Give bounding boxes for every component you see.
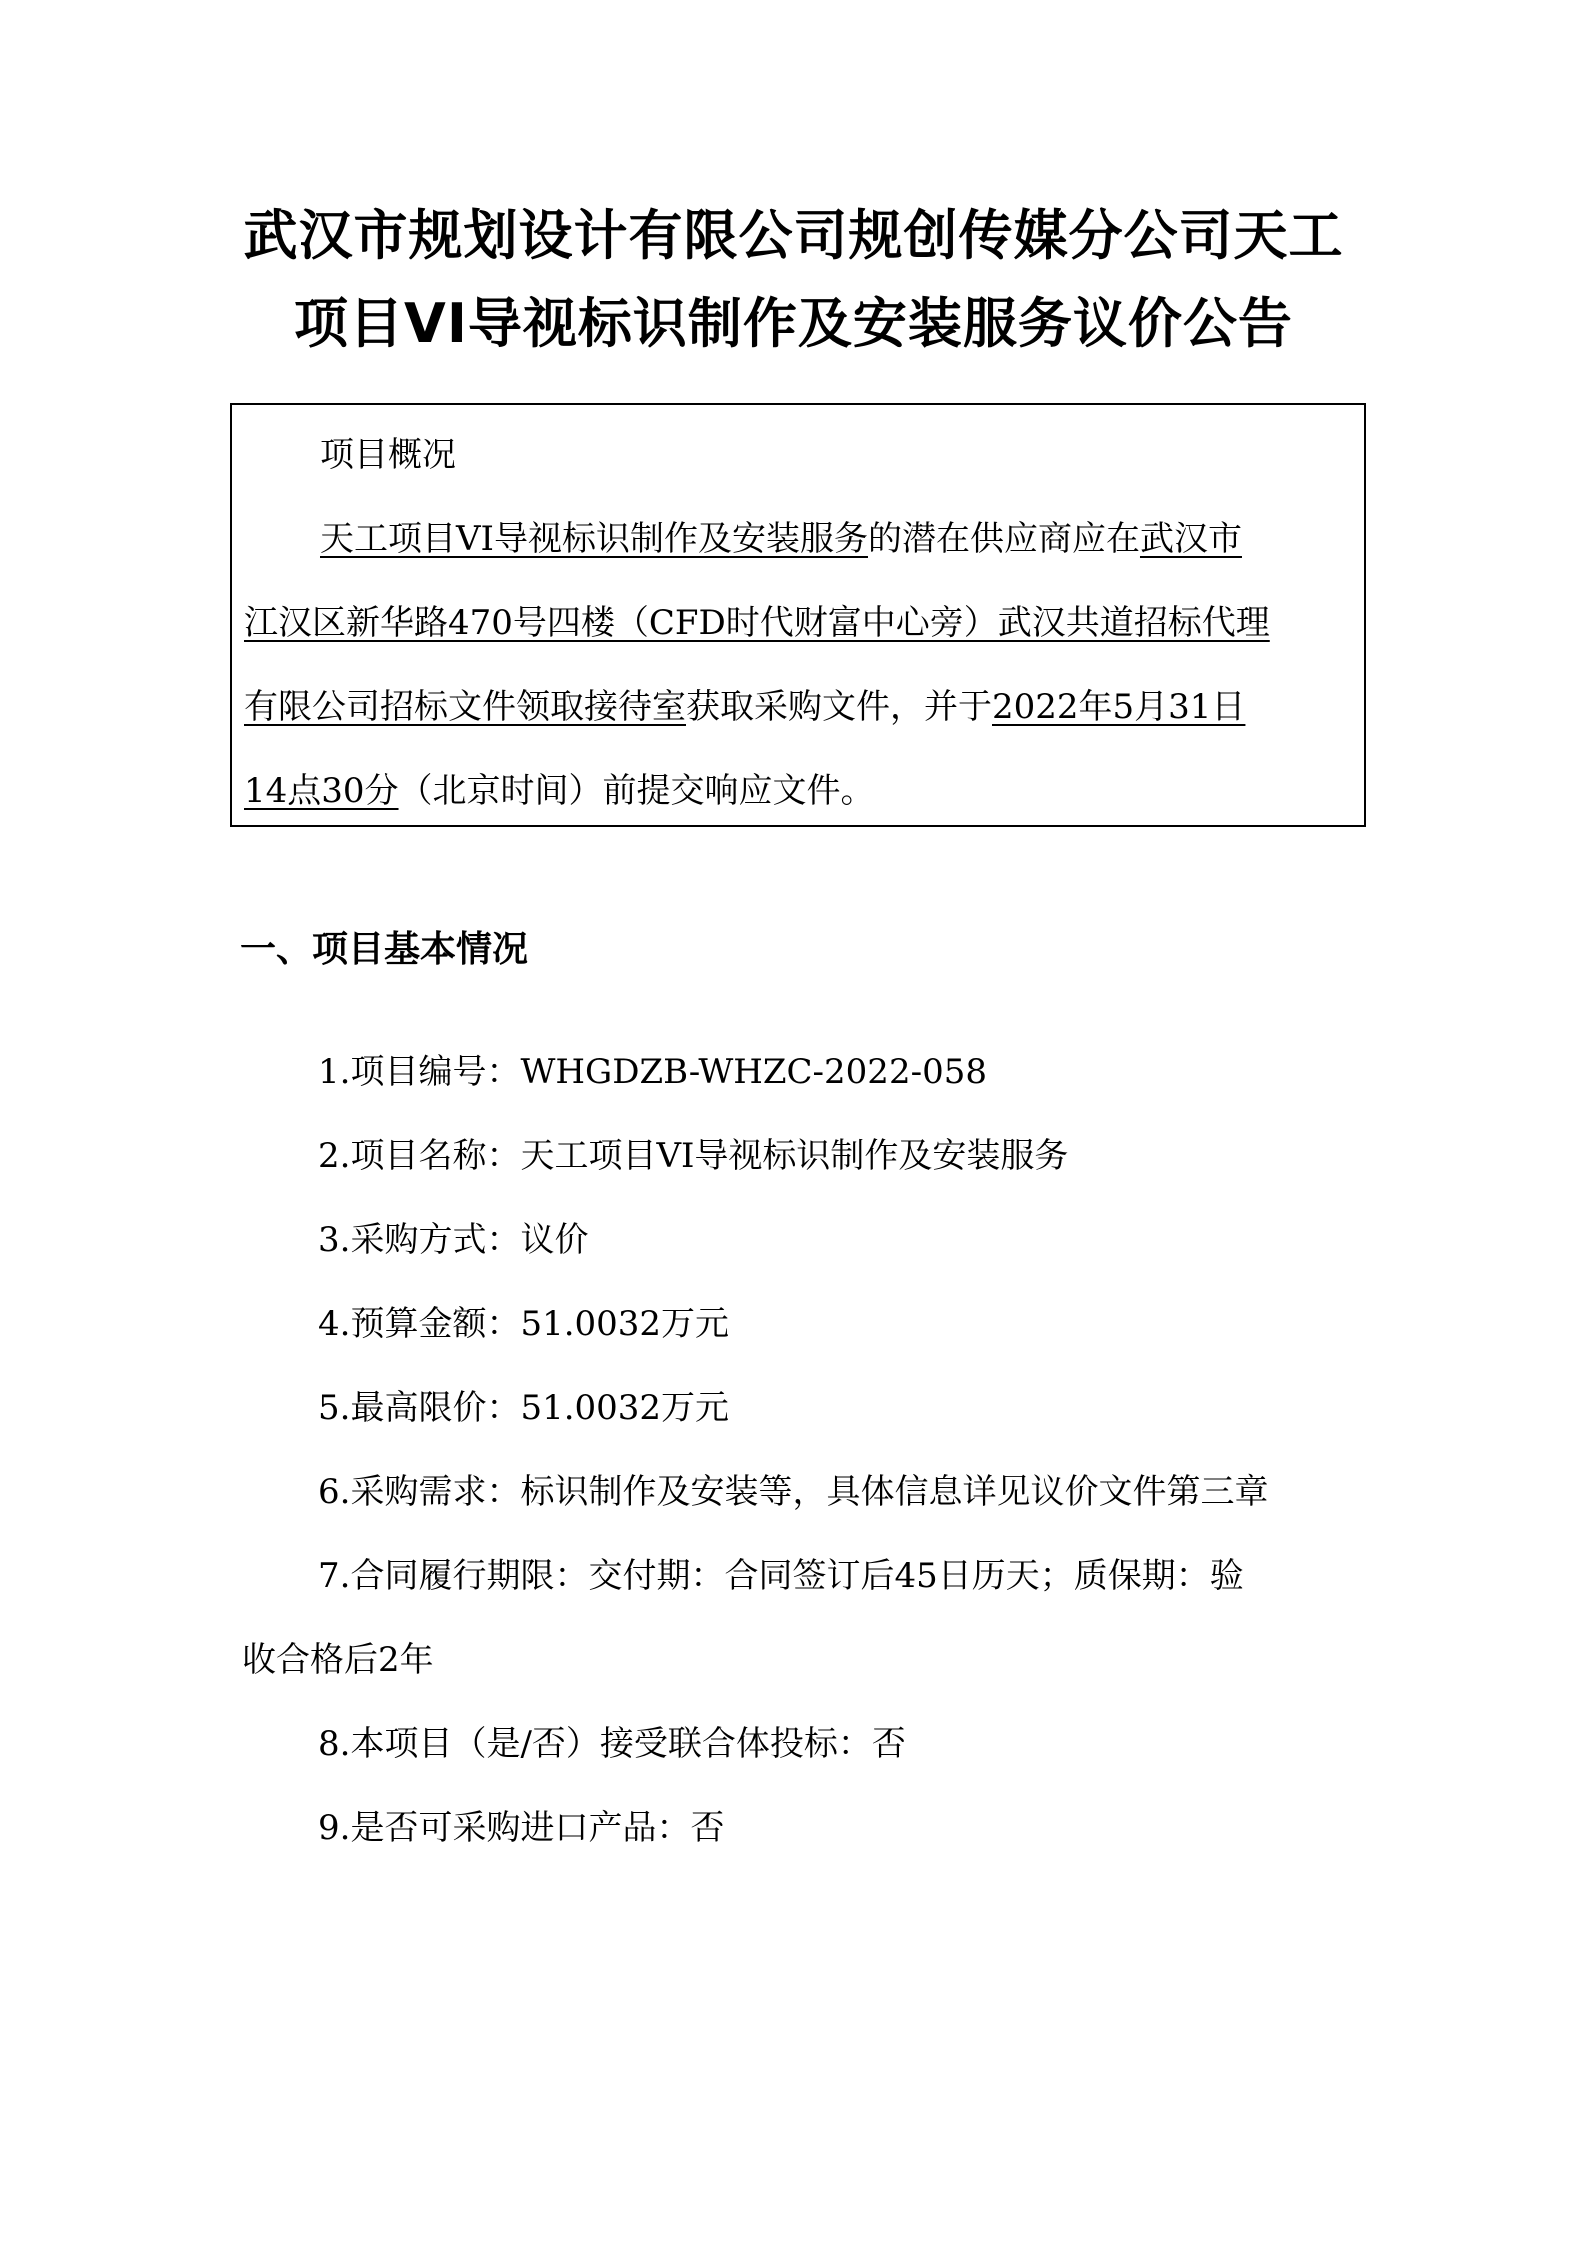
list-item: 7.合同履行期限：交付期：合同签订后45日历天；质保期：验 [318,1556,1244,1596]
list-item: 6.采购需求：标识制作及安装等，具体信息详见议价文件第三章 [318,1472,1269,1512]
location-underlined: 江汉区新华路470号四楼（CFD时代财富中心旁）武汉共道招标代理 [244,603,1270,643]
list-item: 3.采购方式：议价 [318,1220,589,1260]
page-title-line-1: 武汉市规划设计有限公司规创传媒分公司天工 [243,204,1344,267]
location-underlined: 武汉市 [1139,519,1242,559]
deadline-date-underlined: 2022年5月31日 [992,687,1246,727]
list-item: 8.本项目（是/否）接受联合体投标：否 [318,1724,906,1764]
overview-line-3 [244,665,1352,749]
page-title-line-2: 项目VI导视标识制作及安装服务议价公告 [294,292,1293,355]
overview-text: （北京时间）前提交响应文件。 [398,771,875,811]
overview-line-1 [244,497,1352,581]
list-item: 5.最高限价：51.0032万元 [318,1388,730,1428]
list-item: 4.预算金额：51.0032万元 [318,1304,730,1344]
location-underlined: 有限公司招标文件领取接待室 [244,687,686,727]
project-name-underlined: 天工项目VI导视标识制作及安装服务 [320,519,868,559]
list-item: 9.是否可采购进口产品：否 [318,1808,725,1848]
project-overview-box [230,403,1366,827]
list-item: 1.项目编号：WHGDZB-WHZC-2022-058 [318,1052,987,1092]
list-item-continued: 收合格后2年 [242,1640,434,1680]
overview-text: 获取采购文件，并于 [686,687,992,727]
overview-line-2 [244,581,1352,665]
overview-line-4 [244,749,1352,833]
list-item: 2.项目名称：天工项目VI导视标识制作及安装服务 [318,1136,1069,1176]
section-heading: 一、项目基本情况 [240,929,529,970]
deadline-time-underlined: 14点30分 [244,771,399,811]
overview-text: 的潜在供应商应在 [867,519,1140,559]
overview-heading: 项目概况 [320,435,456,475]
